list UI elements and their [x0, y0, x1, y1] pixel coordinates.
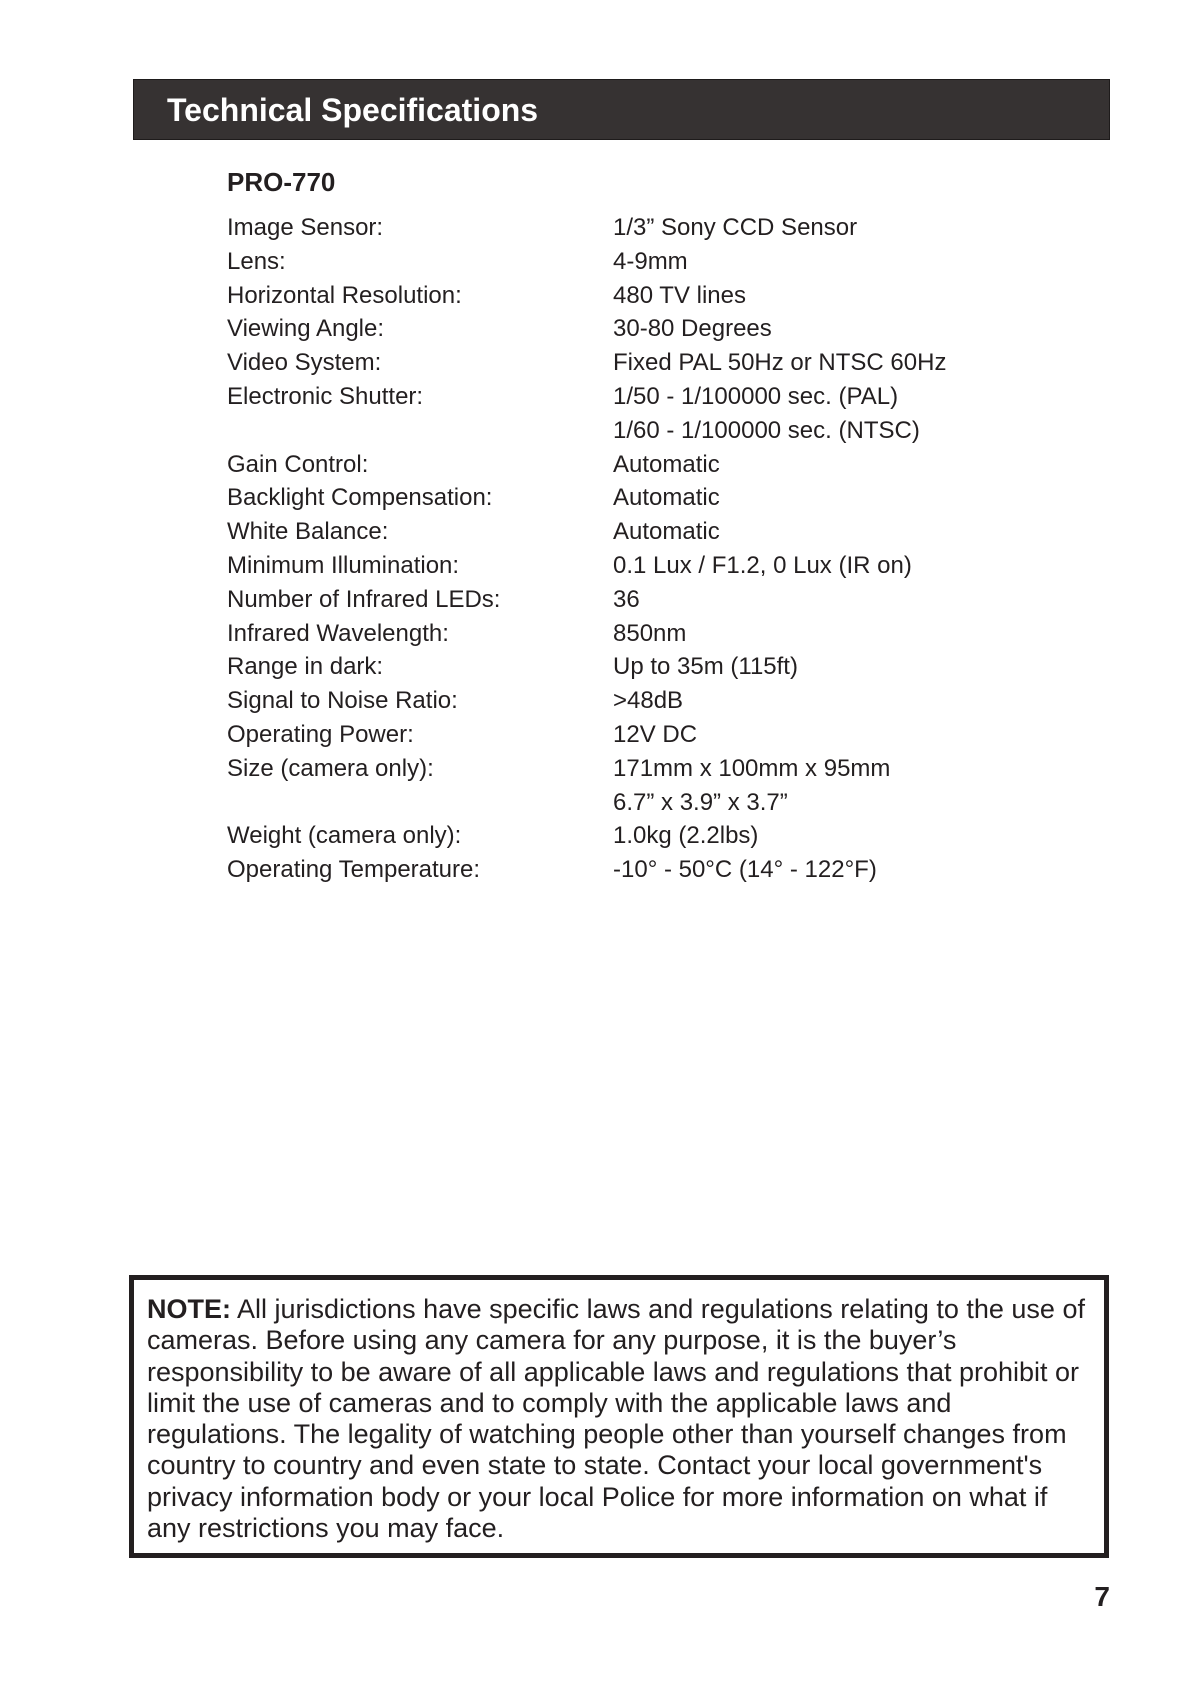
spec-value	[613, 211, 857, 245]
model-name: PRO-770	[227, 167, 336, 197]
spec-row	[227, 245, 1027, 279]
spec-value-line: 6.7” x 3.9” x 3.7”	[613, 788, 788, 816]
spec-row	[227, 211, 1027, 245]
page-number: 7	[1094, 1581, 1110, 1612]
spec-row	[227, 752, 1027, 820]
spec-value	[613, 718, 697, 752]
spec-label-text: Range in dark:	[227, 653, 384, 681]
spec-row	[227, 853, 1027, 887]
spec-value	[613, 279, 746, 313]
spec-label	[227, 617, 613, 651]
spec-value	[613, 752, 890, 820]
spec-row	[227, 346, 1027, 380]
spec-label	[227, 684, 613, 718]
spec-label-text: Size (camera only):	[227, 754, 434, 782]
spec-value	[613, 448, 720, 482]
spec-label-text: Weight (camera only):	[227, 822, 462, 850]
spec-label-text: Video System:	[227, 349, 382, 377]
note-text: All jurisdictions have specific laws and regulations relating to the use of cameras. Before using any camera for any purpose, it is the buyer’s responsibility to be aware of all applicable laws and regulations that prohibit or limit the use of cameras and to comply with the applicable laws and regulations. The legality of watching people other than yourself changes from country to country and even state to state. Contact your local government's privacy information body or your local Police for more information on what if any restrictions you may face.	[147, 1294, 1085, 1544]
spec-row	[227, 650, 1027, 684]
spec-value-line: Fixed PAL 50Hz or NTSC 60Hz	[613, 349, 947, 377]
legal-note-box	[129, 1275, 1109, 1558]
spec-label-text: Signal to Noise Ratio:	[227, 687, 458, 715]
spec-value-line: Automatic	[613, 450, 720, 478]
spec-value-line: 30-80 Degrees	[613, 315, 772, 343]
spec-value	[613, 617, 686, 651]
spec-value	[613, 549, 912, 583]
spec-label-text: Gain Control:	[227, 450, 369, 478]
spec-label-text: Horizontal Resolution:	[227, 281, 462, 309]
spec-value-line: 1/50 - 1/100000 sec. (PAL)	[613, 382, 899, 410]
spec-label	[227, 279, 613, 313]
spec-value	[613, 650, 798, 684]
spec-label	[227, 346, 613, 380]
spec-value-line: 171mm x 100mm x 95mm	[613, 754, 891, 782]
spec-label-text: Lens:	[227, 247, 286, 275]
spec-label-text: Backlight Compensation:	[227, 484, 493, 512]
spec-value-line: Automatic	[613, 484, 720, 512]
spec-value	[613, 245, 688, 279]
spec-label-text: Number of Infrared LEDs:	[227, 585, 501, 613]
spec-value-line: Automatic	[613, 518, 720, 546]
spec-value-line: 850nm	[613, 619, 687, 647]
spec-value-line: 1/60 - 1/100000 sec. (NTSC)	[613, 416, 920, 444]
spec-label-text: Viewing Angle:	[227, 315, 385, 343]
spec-row	[227, 617, 1027, 651]
spec-value-line: Up to 35m (115ft)	[613, 653, 798, 681]
spec-value-line: >48dB	[613, 687, 684, 715]
spec-value-line: 1.0kg (2.2lbs)	[613, 822, 759, 850]
section-title: Technical Specifications	[167, 92, 539, 128]
spec-label-text: Operating Power:	[227, 720, 414, 748]
spec-value	[613, 380, 920, 448]
spec-label	[227, 752, 613, 820]
spec-label	[227, 718, 613, 752]
spec-label	[227, 245, 613, 279]
spec-label-text: Minimum Illumination:	[227, 551, 460, 579]
spec-value-line: -10° - 50°C (14° - 122°F)	[613, 856, 877, 884]
spec-value-line: 480 TV lines	[613, 281, 746, 309]
spec-label	[227, 515, 613, 549]
spec-row	[227, 380, 1027, 448]
spec-label	[227, 583, 613, 617]
spec-label	[227, 380, 613, 448]
spec-value-line: 36	[613, 585, 640, 613]
spec-row	[227, 481, 1027, 515]
note-label: NOTE:	[147, 1294, 231, 1324]
spec-row	[227, 515, 1027, 549]
spec-value-line: 1/3” Sony CCD Sensor	[613, 214, 858, 241]
spec-label	[227, 211, 613, 245]
spec-value	[613, 346, 946, 380]
spec-label	[227, 481, 613, 515]
spec-table	[227, 211, 1027, 887]
spec-value	[613, 312, 772, 346]
spec-label	[227, 448, 613, 482]
spec-row	[227, 583, 1027, 617]
spec-row	[227, 684, 1027, 718]
spec-label-text: White Balance:	[227, 518, 389, 546]
spec-value-line: 4-9mm	[613, 247, 688, 275]
spec-label-text: Image Sensor:	[227, 214, 384, 241]
spec-row	[227, 312, 1027, 346]
spec-label	[227, 312, 613, 346]
spec-value	[613, 583, 640, 617]
section-header	[133, 79, 1110, 140]
spec-row	[227, 279, 1027, 313]
spec-label	[227, 650, 613, 684]
spec-row	[227, 448, 1027, 482]
spec-row	[227, 819, 1027, 853]
spec-label-text: Operating Temperature:	[227, 856, 481, 884]
spec-value-line: 0.1 Lux / F1.2, 0 Lux (IR on)	[613, 551, 912, 579]
spec-value	[613, 819, 758, 853]
spec-row	[227, 549, 1027, 583]
spec-value	[613, 481, 720, 515]
spec-row	[227, 718, 1027, 752]
spec-label	[227, 853, 613, 887]
spec-label-text: Infrared Wavelength:	[227, 619, 449, 647]
spec-value	[613, 684, 683, 718]
spec-label	[227, 819, 613, 853]
spec-label	[227, 549, 613, 583]
spec-value-line: 12V DC	[613, 720, 698, 748]
spec-value	[613, 515, 720, 549]
spec-value	[613, 853, 877, 887]
spec-label-text: Electronic Shutter:	[227, 382, 424, 410]
